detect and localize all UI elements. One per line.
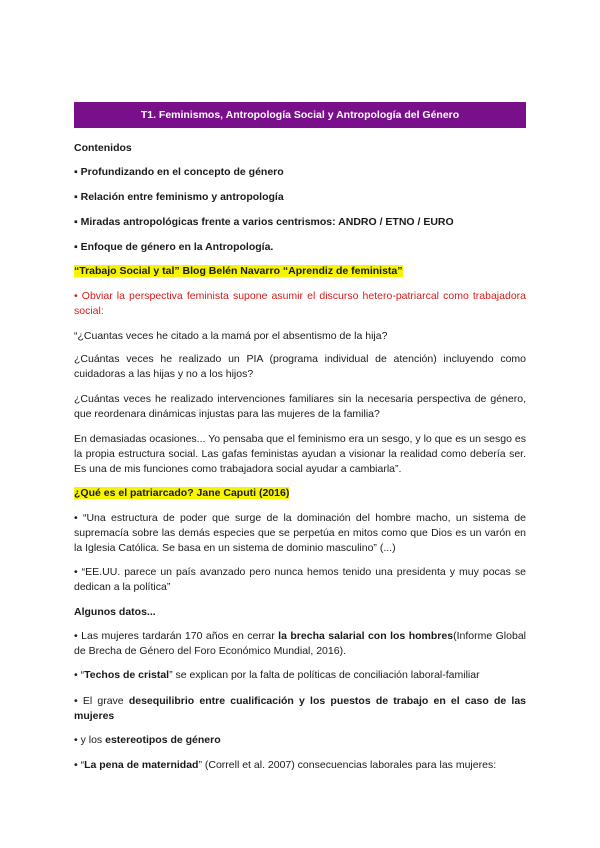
blog-intro: • Obviar la perspectiva feminista supone asumir el discurso hetero-patriarcal como trabajadora social: <box>74 290 526 317</box>
datos-text: ” se explican por la falta de políticas de conciliación laboral-familiar <box>169 669 480 681</box>
datos-emphasis: desequilibrio entre cualificación y los puestos de trabajo en el caso de las mujeres <box>74 695 527 722</box>
datos-bullet-4 <box>74 733 526 748</box>
blog-paragraph: En demasiadas ocasiones... Yo pensaba que el feminismo era un sesgo, y lo que es un sesgo es la propia estructura social. Las gafas feministas ayudan a visionar la realidad como debería ser. Es una de mis funciones como trabajadora social ayudar a cambiarla”. <box>74 433 526 475</box>
patriarcado-bullet: • “EE.UU. parece un país avanzado pero nunca hemos tenido una presidenta y muy pocas se dedican a la política” <box>74 566 526 593</box>
contents-item: ▪ Relación entre feminismo y antropología <box>74 191 284 203</box>
datos-emphasis: La pena de maternidad <box>84 759 199 771</box>
datos-text: ” (Correll et al. 2007) consecuencias laborales para las mujeres: <box>198 759 497 771</box>
datos-text: • “ <box>74 759 85 771</box>
blog-heading-text: “Trabajo Social y tal” Blog Belén Navarro “Aprendiz de feminista” <box>74 265 403 277</box>
blog-paragraph: ¿Cuántas veces he realizado intervenciones familiares sin la necesaria perspectiva de género, que reordenara dinámicas injustas para las mujeres de la familia? <box>74 393 526 420</box>
datos-text: • El grave <box>74 695 129 707</box>
contents-heading: Contenidos <box>74 142 132 154</box>
datos-emphasis: la brecha salarial con los hombres <box>278 630 454 642</box>
datos-emphasis: Techos de cristal <box>84 669 170 681</box>
patriarcado-heading-text: ¿Qué es el patriarcado? Jane Caputi (2016) <box>74 487 290 499</box>
blog-heading <box>74 264 526 279</box>
datos-text: • Las mujeres tardarán 170 años en cerrar <box>74 630 279 642</box>
datos-bullet-3 <box>74 694 526 724</box>
datos-text: • y los <box>74 734 106 746</box>
patriarcado-heading <box>74 486 526 501</box>
datos-bullet-1 <box>74 629 526 659</box>
blog-paragraph: “¿Cuantas veces he citado a la mamá por el absentismo de la hija? <box>74 330 388 342</box>
contents-item: ▪ Enfoque de género en la Antropología. <box>74 241 274 253</box>
datos-bullet-5 <box>74 758 526 773</box>
contents-item: ▪ Miradas antropológicas frente a varios centrismos: ANDRO / ETNO / EURO <box>74 216 454 228</box>
datos-bullet-2 <box>74 668 526 683</box>
datos-text: • “ <box>74 669 85 681</box>
blog-paragraph: ¿Cuántas veces he realizado un PIA (programa individual de atención) incluyendo como cuidadoras a las hijas y no a los hijos? <box>74 353 526 380</box>
page-title <box>74 102 526 128</box>
datos-text: (Informe Global de Brecha de Género del Foro Económico Mundial, 2016). <box>74 630 526 657</box>
datos-emphasis: estereotipos de género <box>105 734 221 746</box>
page-title-text: T1. Feminismos, Antropología Social y Antropología del Género <box>140 109 460 121</box>
datos-heading: Algunos datos... <box>74 606 156 618</box>
patriarcado-bullet: • “Una estructura de poder que surge de la dominación del hombre macho, un sistema de supremacía sobre las demás especies que se perpetúa en mitos como que Dios es un varón en la Iglesia Católica. Se basa en un sistema de dominio masculino” (...) <box>74 512 526 554</box>
contents-item: ▪ Profundizando en el concepto de género <box>74 166 284 178</box>
